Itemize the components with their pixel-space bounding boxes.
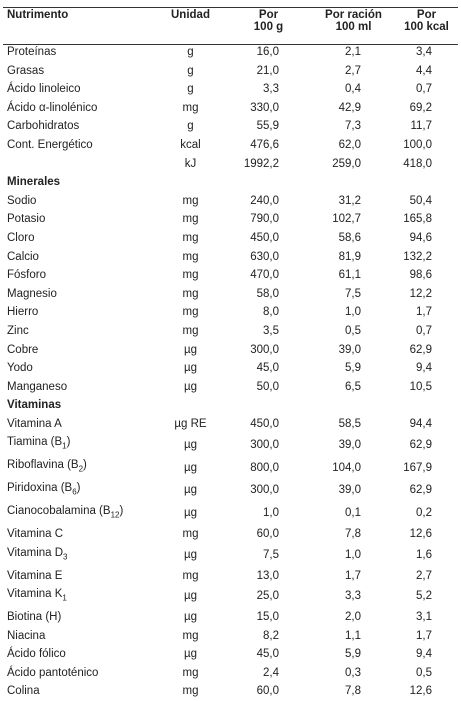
table-row <box>3 303 458 322</box>
table-row <box>3 192 458 211</box>
nutrient-unit: µg <box>183 484 198 497</box>
value-per-serving: 1,0 <box>345 306 361 319</box>
value-per-serving: 3,3 <box>345 590 361 603</box>
table-row <box>3 99 458 118</box>
table-row <box>3 645 458 664</box>
nutrient-name-text: Cont. Energético <box>7 138 93 151</box>
nutrient-name <box>3 99 156 118</box>
nutrient-name-text: Vitamina A <box>7 417 62 430</box>
value-per-100g: 2,4 <box>263 666 279 679</box>
value-per-serving: 7,8 <box>345 685 361 698</box>
nutrient-name-suffix: ) <box>66 436 71 449</box>
nutrient-unit: µg <box>183 590 198 603</box>
value-per-serving: 5,9 <box>345 648 361 661</box>
header-nutrient: Nutrimento <box>7 9 69 21</box>
nutrient-name <box>3 136 156 155</box>
nutrient-name-text: Ácido α-linolénico <box>7 101 98 114</box>
nutrient-name <box>3 303 156 322</box>
table-row <box>3 210 458 229</box>
value-per-100kcal: 0,2 <box>416 507 432 520</box>
nutrient-name <box>3 415 156 434</box>
value-per-100g: 60,0 <box>256 528 279 541</box>
nutrient-name-text: Ácido fólico <box>7 648 66 661</box>
value-per-serving: 61,1 <box>338 269 361 282</box>
value-per-serving: 81,9 <box>338 250 361 263</box>
value-per-100kcal: 11,7 <box>410 120 432 133</box>
value-per-100kcal: 418,0 <box>403 157 432 170</box>
value-per-serving: 259,0 <box>332 157 361 170</box>
value-per-100kcal: 94,6 <box>409 231 432 244</box>
value-per-100kcal: 62,9 <box>409 438 432 451</box>
value-per-100kcal: 0,7 <box>416 324 432 337</box>
nutrient-name <box>3 645 156 664</box>
nutrient-unit: mg <box>182 666 199 679</box>
nutrient-name <box>3 285 156 304</box>
value-per-serving: 31,2 <box>338 194 361 207</box>
header-per-100g-line1: Por <box>258 9 279 21</box>
nutrient-name-text: Vitamina E <box>7 569 63 582</box>
value-per-serving: 2,0 <box>345 611 361 623</box>
nutrient-unit: µg RE <box>174 417 207 430</box>
nutrient-unit: mg <box>182 324 199 337</box>
nutrient-name <box>3 525 156 544</box>
nutrient-name <box>3 341 156 360</box>
value-per-100g: 13,0 <box>256 569 279 582</box>
nutrient-unit: mg <box>182 101 199 114</box>
nutrient-name-text: Potasio <box>7 213 46 226</box>
header-per-serving-line1: Por ración <box>325 9 382 21</box>
value-per-serving: 0,5 <box>345 324 361 337</box>
nutrient-name <box>3 567 156 586</box>
value-per-100g: 450,0 <box>250 417 279 430</box>
table-row <box>3 266 458 285</box>
value-per-100g: 15,0 <box>256 611 279 623</box>
nutrient-name-text: Vitamina K <box>7 588 63 601</box>
nutrient-name <box>3 585 156 608</box>
value-per-serving: 0,3 <box>345 666 361 679</box>
nutrient-name-text: Grasas <box>7 64 45 77</box>
nutrient-unit: mg <box>182 685 199 698</box>
nutrient-unit: mg <box>182 231 199 244</box>
value-per-100kcal: 4,4 <box>416 64 432 77</box>
table-row <box>3 136 458 155</box>
nutrient-name <box>3 502 156 525</box>
value-per-serving: 2,7 <box>345 64 361 77</box>
table-row <box>3 322 458 341</box>
value-per-100kcal: 9,4 <box>416 362 432 375</box>
value-per-serving: 39,0 <box>338 484 361 497</box>
value-per-100kcal: 2,7 <box>416 569 432 582</box>
nutrient-unit: mg <box>182 213 199 226</box>
table-row <box>3 608 458 627</box>
value-per-100g: 470,0 <box>250 269 279 282</box>
value-per-100kcal: 1,7 <box>416 629 432 642</box>
value-per-serving: 1,0 <box>345 548 361 561</box>
table-row <box>3 479 458 502</box>
nutrient-unit: kJ <box>184 157 197 170</box>
table-row <box>3 248 458 267</box>
value-per-100g: 790,0 <box>250 213 279 226</box>
nutrient-unit: µg <box>183 648 198 661</box>
value-per-100g: 450,0 <box>250 231 279 244</box>
value-per-serving: 6,5 <box>345 380 361 393</box>
nutrient-name-text: Piridoxina (B <box>7 482 73 495</box>
value-per-100g: 240,0 <box>250 194 279 207</box>
nutrient-name-text: Tiamina (B <box>7 436 63 449</box>
nutrient-subscript: 12 <box>110 510 120 520</box>
nutrient-unit: µg <box>183 611 198 623</box>
nutrient-name-text: Ácido pantoténico <box>7 666 99 679</box>
table-row <box>3 525 458 544</box>
nutrient-unit: µg <box>183 438 198 451</box>
nutrient-name-text: Cobre <box>7 343 39 356</box>
value-per-serving: 58,6 <box>338 231 361 244</box>
nutrient-subscript: 3 <box>63 551 68 561</box>
nutrient-unit: µg <box>183 461 198 474</box>
header-per-serving <box>312 9 395 43</box>
nutrient-unit: µg <box>183 362 198 375</box>
nutrient-name <box>3 479 156 502</box>
nutrient-unit: g <box>187 83 194 96</box>
nutrient-name <box>3 627 156 646</box>
nutrient-name-suffix: ) <box>119 505 124 518</box>
table-row <box>3 341 458 360</box>
table-row <box>3 664 458 683</box>
value-per-100kcal: 5,2 <box>416 590 432 603</box>
table-row <box>3 285 458 304</box>
nutrient-name-text: Carbohidratos <box>7 120 80 133</box>
value-per-serving: 39,0 <box>338 438 361 451</box>
nutrient-name <box>3 43 156 62</box>
nutrient-name-text: Niacina <box>7 629 46 642</box>
table-row <box>3 117 458 136</box>
nutrient-name <box>3 80 156 99</box>
value-per-100g: 21,0 <box>256 64 279 77</box>
nutrient-unit: mg <box>182 629 199 642</box>
header-per-100kcal-line1: Por <box>416 9 437 21</box>
nutrient-unit: mg <box>182 528 199 541</box>
nutrient-name-text: Zinc <box>7 324 29 337</box>
value-per-100kcal: 100,0 <box>403 138 432 151</box>
nutrient-name <box>3 117 156 136</box>
value-per-serving: 102,7 <box>332 213 361 226</box>
table-row <box>3 415 458 434</box>
nutrient-name-text: Sodio <box>7 194 37 207</box>
nutrient-name-text: Vitamina C <box>7 528 64 541</box>
table-row <box>3 456 458 479</box>
value-per-100kcal: 165,8 <box>403 213 432 226</box>
nutrient-name-suffix: ) <box>76 482 81 495</box>
nutrient-unit: mg <box>182 194 199 207</box>
value-per-100kcal: 9,4 <box>416 648 432 661</box>
nutrition-table <box>3 9 458 701</box>
value-per-serving: 58,5 <box>338 417 361 430</box>
table-row <box>3 155 458 174</box>
header-unit: Unidad <box>171 9 210 21</box>
top-rule <box>3 7 458 8</box>
value-per-100g: 16,0 <box>256 46 279 58</box>
nutrient-name-text: Proteínas <box>7 46 57 58</box>
value-per-100kcal: 94,4 <box>409 417 432 430</box>
value-per-100g: 50,0 <box>256 380 279 393</box>
value-per-100kcal: 0,7 <box>416 83 432 96</box>
value-per-100g: 630,0 <box>250 250 279 263</box>
nutrient-subscript: 1 <box>62 441 67 451</box>
nutrient-subscript: 2 <box>78 464 84 474</box>
nutrient-name <box>3 378 156 397</box>
section-title: Minerales <box>7 176 61 189</box>
value-per-serving: 1,7 <box>345 569 361 582</box>
value-per-serving: 104,0 <box>332 461 361 474</box>
value-per-100kcal: 10,5 <box>409 380 432 393</box>
header-per-100g <box>225 9 312 43</box>
value-per-100g: 60,0 <box>256 685 279 698</box>
value-per-serving: 62,0 <box>338 138 361 151</box>
value-per-100g: 1992,2 <box>243 157 279 170</box>
table-row <box>3 62 458 81</box>
nutrient-unit: µg <box>183 343 198 356</box>
value-per-100g: 55,9 <box>256 120 279 133</box>
value-per-100kcal: 3,1 <box>416 611 432 623</box>
nutrient-name-text: Colina <box>7 685 40 698</box>
nutrient-name <box>3 544 156 567</box>
nutrient-name <box>3 192 156 211</box>
nutrient-name <box>3 62 156 81</box>
value-per-100g: 58,0 <box>256 287 279 300</box>
section-row <box>3 396 458 415</box>
table-row <box>3 80 458 99</box>
value-per-serving: 5,9 <box>345 362 361 375</box>
nutrient-unit: g <box>187 46 194 58</box>
nutrient-name <box>3 433 156 456</box>
section-title: Vitaminas <box>7 399 62 412</box>
value-per-100kcal: 1,7 <box>416 306 432 319</box>
nutrient-name-text: Hierro <box>7 306 39 319</box>
value-per-serving: 7,3 <box>345 120 361 133</box>
nutrient-unit: mg <box>182 287 199 300</box>
header-per-100g-line2: 100 g <box>253 21 284 33</box>
value-per-100kcal: 50,4 <box>409 194 432 207</box>
table-row <box>3 359 458 378</box>
table-row <box>3 627 458 646</box>
nutrient-name <box>3 456 156 479</box>
nutrient-name <box>3 210 156 229</box>
value-per-100kcal: 62,9 <box>409 484 432 497</box>
value-per-100kcal: 62,9 <box>409 343 432 356</box>
value-per-100kcal: 0,5 <box>416 666 432 679</box>
value-per-serving: 1,1 <box>345 629 361 642</box>
value-per-100g: 45,0 <box>256 648 279 661</box>
value-per-serving: 42,9 <box>338 101 361 114</box>
header-per-100kcal <box>395 9 458 43</box>
table-row <box>3 585 458 608</box>
value-per-100kcal: 167,9 <box>403 461 432 474</box>
value-per-100g: 300,0 <box>250 438 279 451</box>
nutrient-unit: µg <box>183 548 198 561</box>
nutrient-unit: mg <box>182 269 199 282</box>
nutrient-name <box>3 248 156 267</box>
value-per-serving: 0,4 <box>345 83 361 96</box>
nutrient-name-text: Magnesio <box>7 287 57 300</box>
value-per-100kcal: 12,6 <box>409 528 432 541</box>
section-row <box>3 173 458 192</box>
nutrient-name <box>3 664 156 683</box>
nutrient-name-suffix: ) <box>83 459 87 472</box>
table-body <box>3 43 458 701</box>
nutrient-name-text: Vitamina D <box>7 546 64 559</box>
nutrient-subscript: 1 <box>62 593 67 603</box>
table-row <box>3 567 458 586</box>
nutrient-name <box>3 682 156 701</box>
value-per-100kcal: 12,6 <box>409 685 432 698</box>
value-per-100g: 45,0 <box>256 362 279 375</box>
nutrient-unit: mg <box>182 306 199 319</box>
nutrient-unit: µg <box>183 507 198 520</box>
nutrient-name-text: Riboflavina (B <box>7 459 79 472</box>
nutrient-unit: g <box>187 120 194 133</box>
table-row <box>3 433 458 456</box>
value-per-100kcal: 98,6 <box>409 269 432 282</box>
nutrient-name <box>3 229 156 248</box>
value-per-100kcal: 12,2 <box>409 287 432 300</box>
value-per-100kcal: 3,4 <box>416 46 432 58</box>
value-per-serving: 39,0 <box>338 343 361 356</box>
value-per-100g: 300,0 <box>250 484 279 497</box>
value-per-100kcal: 1,6 <box>416 548 432 561</box>
nutrient-name <box>3 359 156 378</box>
nutrient-unit: µg <box>183 380 198 393</box>
nutrient-name <box>3 155 156 174</box>
table-header-row <box>3 9 458 43</box>
nutrient-unit: mg <box>182 569 199 582</box>
value-per-serving: 2,1 <box>345 46 361 58</box>
value-per-100kcal: 132,2 <box>403 250 432 263</box>
table-row <box>3 502 458 525</box>
nutrient-name-text: Cianocobalamina (B <box>7 505 111 518</box>
value-per-100g: 476,6 <box>250 138 279 151</box>
nutrient-name-text: Fósforo <box>7 269 46 282</box>
table-row <box>3 43 458 62</box>
value-per-100g: 3,5 <box>263 324 279 337</box>
value-per-100g: 300,0 <box>250 343 279 356</box>
value-per-100kcal: 69,2 <box>409 101 432 114</box>
value-per-serving: 0,1 <box>345 507 361 520</box>
table-row <box>3 544 458 567</box>
value-per-100g: 330,0 <box>250 101 279 114</box>
nutrient-unit: kcal <box>180 138 201 151</box>
table-row <box>3 378 458 397</box>
header-per-100kcal-line2: 100 kcal <box>404 21 449 33</box>
nutrient-unit: mg <box>182 250 199 263</box>
nutrient-unit: g <box>187 64 194 77</box>
nutrient-name-text: Biotina (H) <box>7 611 62 623</box>
nutrient-name <box>3 608 156 627</box>
table-row <box>3 229 458 248</box>
value-per-100g: 25,0 <box>256 590 279 603</box>
table-row <box>3 682 458 701</box>
value-per-100g: 8,0 <box>263 306 279 319</box>
nutrient-name <box>3 266 156 285</box>
value-per-serving: 7,5 <box>345 287 361 300</box>
nutrient-name-text: Ácido linoleico <box>7 83 81 96</box>
nutrient-subscript: 6 <box>72 487 77 497</box>
value-per-100g: 1,0 <box>263 507 279 520</box>
nutrient-name <box>3 322 156 341</box>
value-per-100g: 7,5 <box>263 548 279 561</box>
nutrient-name-text: Manganeso <box>7 380 68 393</box>
nutrient-name-text: Yodo <box>7 362 33 375</box>
nutrient-name-text: Calcio <box>7 250 39 263</box>
value-per-100g: 800,0 <box>250 461 279 474</box>
nutrient-name-text: Cloro <box>7 231 35 244</box>
header-per-serving-line2: 100 ml <box>335 21 372 33</box>
value-per-100g: 3,3 <box>263 83 279 96</box>
value-per-serving: 7,8 <box>345 528 361 541</box>
value-per-100g: 8,2 <box>263 629 279 642</box>
